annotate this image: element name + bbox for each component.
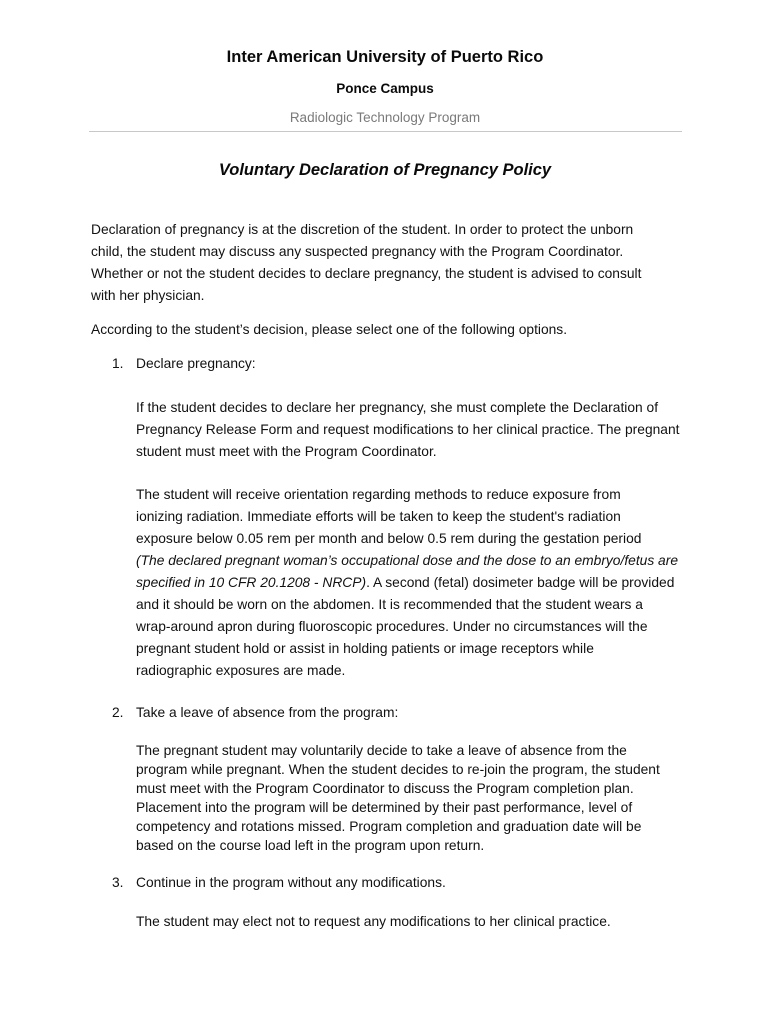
- intro-line: Whether or not the student decides to declare pregnancy, the student is advised to consult: [91, 266, 642, 281]
- option-1-paragraph-2: [136, 484, 696, 682]
- campus-name: Ponce Campus: [336, 81, 434, 96]
- option-1-number: 1.: [112, 356, 124, 371]
- intro-line: child, the student may discuss any suspected pregnancy with the Program Coordinator.: [91, 244, 624, 259]
- paragraph-line: student must meet with the Program Coordinator.: [136, 444, 437, 459]
- paragraph-line: based on the course load left in the program upon return.: [136, 838, 485, 853]
- paragraph-line: Pregnancy Release Form and request modifications to her clinical practice. The pregnant: [136, 422, 680, 437]
- option-1-paragraph-1: [136, 397, 696, 463]
- paragraph-line: competency and rotations missed. Program completion and graduation date will be: [136, 819, 642, 834]
- header-divider: [89, 131, 682, 132]
- paragraph-line: radiographic exposures are made.: [136, 663, 346, 678]
- intro-line: Declaration of pregnancy is at the discretion of the student. In order to protect the unborn: [91, 222, 634, 237]
- paragraph-line: wrap-around apron during fluoroscopic procedures. Under no circumstances will the: [136, 619, 648, 634]
- paragraph-line: ionizing radiation. Immediate efforts will be taken to keep the student's radiation: [136, 509, 621, 524]
- document-title: Voluntary Declaration of Pregnancy Policy: [218, 161, 552, 179]
- intro-paragraph: [91, 219, 691, 307]
- paragraph-line: If the student decides to declare her pregnancy, she must complete the Declaration of: [136, 400, 659, 415]
- paragraph-line: pregnant student hold or assist in holding patients or image receptors while: [136, 641, 594, 656]
- option-3-label: Continue in the program without any modifications.: [136, 875, 446, 890]
- intro-line: with her physician.: [91, 288, 205, 303]
- option-1-label: Declare pregnancy:: [136, 356, 256, 371]
- paragraph-line-rest: . A second (fetal) dosimeter badge will be provided: [366, 575, 675, 590]
- option-3-number: 3.: [112, 875, 124, 890]
- paragraph-line: The pregnant student may voluntarily decide to take a leave of absence from the: [136, 743, 627, 758]
- paragraph-line: and it should be worn on the abdomen. It is recommended that the student wears a: [136, 597, 643, 612]
- paragraph-line: must meet with the Program Coordinator to discuss the Program completion plan.: [136, 781, 634, 796]
- paragraph-line: The student will receive orientation regarding methods to reduce exposure from: [136, 487, 621, 502]
- paragraph-line: The student may elect not to request any modifications to her clinical practice.: [136, 914, 611, 929]
- program-name: Radiologic Technology Program: [289, 110, 481, 125]
- option-2-label: Take a leave of absence from the program:: [136, 705, 399, 720]
- paragraph-line: Placement into the program will be determined by their past performance, level of: [136, 800, 633, 815]
- option-2-number: 2.: [112, 705, 124, 720]
- option-3-paragraph-1: [136, 911, 696, 933]
- regulation-citation: specified in 10 CFR 20.1208 - NRCP): [136, 575, 367, 590]
- paragraph-line: program while pregnant. When the student decides to re-join the program, the student: [136, 762, 660, 777]
- paragraph-line-mixed: [136, 572, 696, 594]
- options-prompt: According to the student’s decision, please select one of the following options.: [91, 322, 568, 337]
- paragraph-line: exposure below 0.05 rem per month and below 0.5 rem during the gestation period: [136, 531, 642, 546]
- option-2-paragraph-1: [136, 741, 696, 855]
- paragraph-line-italic: (The declared pregnant woman’s occupational dose and the dose to an embryo/fetus are: [136, 553, 678, 568]
- university-name: Inter American University of Puerto Rico: [226, 48, 544, 66]
